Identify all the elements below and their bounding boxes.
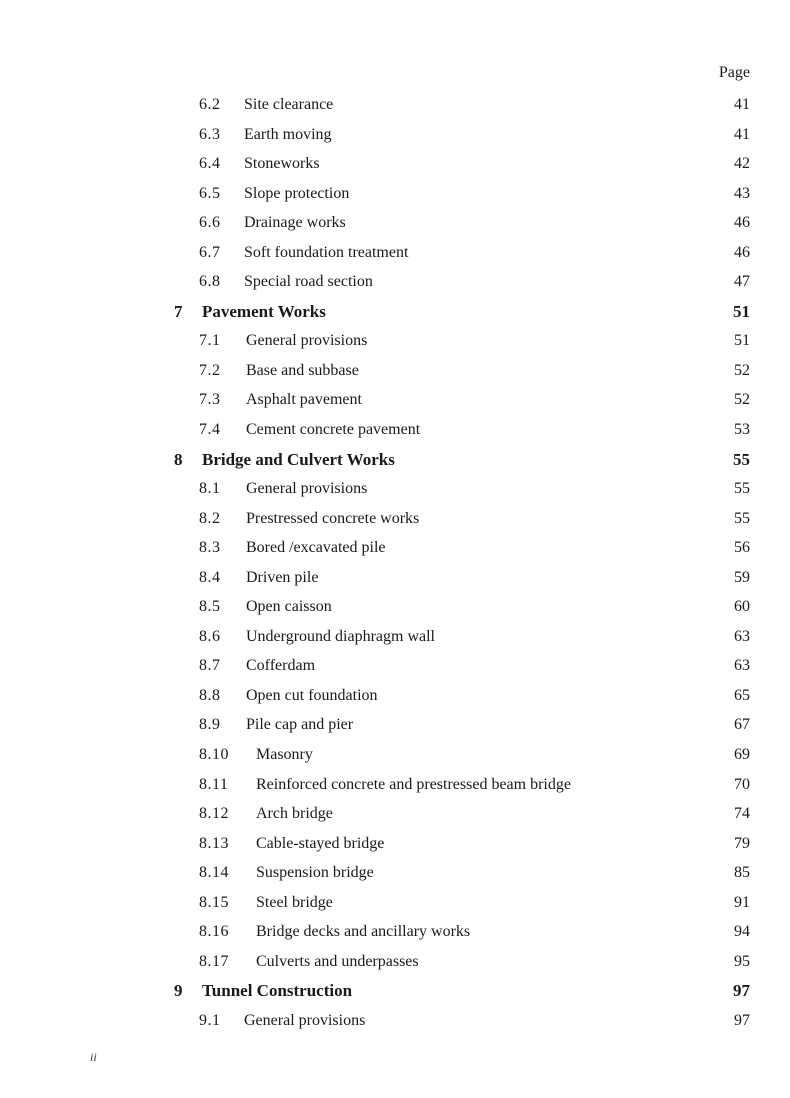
toc-entry-page: 59 xyxy=(734,568,750,586)
toc-section-entry[interactable] xyxy=(0,799,790,829)
toc-entry-title: Arch bridge xyxy=(256,805,333,823)
toc-entry-title: General provisions xyxy=(246,480,368,498)
toc-entry-page: 91 xyxy=(734,893,750,911)
toc-entry-number: 6.8 xyxy=(199,273,221,291)
toc-entry-page: 97 xyxy=(734,1011,750,1029)
toc-entry-page: 60 xyxy=(734,598,750,616)
toc-entry-title: Suspension bridge xyxy=(256,864,374,882)
toc-section-entry[interactable] xyxy=(0,326,790,356)
toc-entry-title: Asphalt pavement xyxy=(246,391,362,409)
toc-entry-title: Pavement Works xyxy=(202,301,326,321)
toc-entry-page: 85 xyxy=(734,864,750,882)
toc-entry-number: 8.17 xyxy=(199,952,229,970)
toc-section-entry[interactable] xyxy=(0,267,790,297)
toc-entry-number: 8.1 xyxy=(199,480,221,498)
toc-entry-title: Tunnel Construction xyxy=(202,981,353,1001)
toc-entry-page: 79 xyxy=(734,834,750,852)
toc-section-entry[interactable] xyxy=(0,710,790,740)
toc-entry-title: Site clearance xyxy=(244,96,334,113)
toc-entry-page: 69 xyxy=(734,746,750,764)
toc-entry-number: 9.1 xyxy=(199,1011,221,1029)
toc-section-entry[interactable] xyxy=(0,770,790,800)
toc-entry-page: 94 xyxy=(734,923,750,941)
toc-entry-page: 43 xyxy=(734,184,750,202)
toc-section-entry[interactable] xyxy=(0,681,790,711)
toc-section-entry[interactable] xyxy=(0,622,790,652)
toc-entry-page: 52 xyxy=(734,361,750,379)
toc-entry-title: Prestressed concrete works xyxy=(246,509,420,527)
toc-section-entry[interactable] xyxy=(0,149,790,179)
toc-entry-number: 8 xyxy=(174,449,183,469)
toc-entry-page: 51 xyxy=(733,301,750,321)
toc-section-entry[interactable] xyxy=(0,1006,790,1036)
toc-entry-number: 8.2 xyxy=(199,509,221,527)
toc-entry-number: 8.11 xyxy=(199,775,229,793)
toc-entry-page: 65 xyxy=(734,686,750,704)
toc-entry-page: 41 xyxy=(734,125,750,143)
toc-entry-title: Underground diaphragm wall xyxy=(246,627,435,645)
toc-section-entry[interactable] xyxy=(0,858,790,888)
toc-entry-number: 8.9 xyxy=(199,716,221,734)
toc-entry-number: 8.14 xyxy=(199,864,229,882)
toc-entry-title: Slope protection xyxy=(244,184,350,202)
toc-section-entry[interactable] xyxy=(0,208,790,238)
toc-entry-page: 67 xyxy=(734,716,750,734)
toc-entry-page: 51 xyxy=(734,332,750,350)
toc-section-entry[interactable] xyxy=(0,356,790,386)
toc-entry-page: 55 xyxy=(734,509,750,527)
toc-chapter-entry[interactable] xyxy=(0,297,790,327)
toc-entry-number: 8.7 xyxy=(199,657,221,675)
page-column-header: Page xyxy=(718,64,750,81)
toc-entry-number: 7.4 xyxy=(199,421,221,439)
toc-entry-title: Soft foundation treatment xyxy=(244,243,409,261)
toc-entry-page: 47 xyxy=(734,273,750,291)
toc-entry-number: 6.2 xyxy=(199,96,221,113)
toc-entry-page: 70 xyxy=(734,775,750,793)
toc-entry-page: 52 xyxy=(734,391,750,409)
toc-entry-title: Stoneworks xyxy=(244,155,320,173)
toc-entry-title: Earth moving xyxy=(244,125,332,143)
toc-section-entry[interactable] xyxy=(0,415,790,445)
toc-entry-number: 8.8 xyxy=(199,686,221,704)
toc-entry-number: 7.1 xyxy=(199,332,221,350)
toc-entry-title: Open cut foundation xyxy=(246,686,378,704)
toc-section-entry[interactable] xyxy=(0,504,790,534)
toc-entry-number: 8.10 xyxy=(199,746,229,764)
toc-entry-title: Steel bridge xyxy=(256,893,333,911)
toc-entry-number: 7.3 xyxy=(199,391,221,409)
toc-entry-page: 56 xyxy=(734,539,750,557)
toc-entry-number: 8.6 xyxy=(199,627,221,645)
toc-chapter-entry[interactable] xyxy=(0,976,790,1006)
toc-section-entry[interactable] xyxy=(0,533,790,563)
toc-entry-title: Masonry xyxy=(256,746,313,764)
toc-entry-number: 6.6 xyxy=(199,214,221,232)
toc-entry-title: Bridge decks and ancillary works xyxy=(256,923,471,941)
toc-entry-number: 8.13 xyxy=(199,834,229,852)
toc-entry-page: 97 xyxy=(733,981,750,1001)
toc-entry-page: 46 xyxy=(734,214,750,232)
toc-entry-title: Reinforced concrete and prestressed beam bridge xyxy=(256,775,571,793)
toc-entry-title: Bridge and Culvert Works xyxy=(202,449,395,469)
toc-entry-number: 6.3 xyxy=(199,125,221,143)
toc-entry-page: 41 xyxy=(734,96,750,113)
toc-section-entry[interactable] xyxy=(0,563,790,593)
toc-section-entry[interactable] xyxy=(0,179,790,209)
toc-entry-title: General provisions xyxy=(244,1011,366,1029)
toc-entry-number: 6.4 xyxy=(199,155,221,173)
toc-section-entry[interactable] xyxy=(0,385,790,415)
toc-entry-page: 63 xyxy=(734,657,750,675)
toc-entry-number: 8.5 xyxy=(199,598,221,616)
toc-entry-title: Driven pile xyxy=(246,568,319,586)
toc-chapter-entry[interactable] xyxy=(0,445,790,475)
toc-entry-title: Cofferdam xyxy=(246,657,316,675)
toc-entry-page: 42 xyxy=(734,155,750,173)
toc-section-entry[interactable] xyxy=(0,474,790,504)
toc-entry-title: Drainage works xyxy=(244,214,346,232)
toc-entry-title: Cable-stayed bridge xyxy=(256,834,385,852)
toc-section-entry[interactable] xyxy=(0,238,790,268)
toc-section-entry[interactable] xyxy=(0,651,790,681)
toc-entry-number: 6.5 xyxy=(199,184,221,202)
toc-entry-number: 8.4 xyxy=(199,568,221,586)
toc-entry-page: 46 xyxy=(734,243,750,261)
toc-section-entry[interactable] xyxy=(0,888,790,918)
toc-entry-number: 9 xyxy=(174,981,183,1001)
toc-entry-number: 6.7 xyxy=(199,243,221,261)
toc-entry-page: 63 xyxy=(734,627,750,645)
toc-entry-page: 74 xyxy=(734,805,750,823)
toc-entry-title: Open caisson xyxy=(246,598,332,616)
toc-entry-title: Culverts and underpasses xyxy=(256,952,419,970)
toc-entry-page: 53 xyxy=(734,421,750,439)
toc-entry-number: 7 xyxy=(174,301,183,321)
toc-entry-number: 8.3 xyxy=(199,539,221,557)
table-of-contents xyxy=(0,90,790,1036)
toc-entry-number: 8.15 xyxy=(199,893,229,911)
toc-entry-title: Bored /excavated pile xyxy=(246,539,386,557)
page-number: ii xyxy=(90,1050,97,1064)
toc-section-entry[interactable] xyxy=(0,90,790,120)
toc-section-entry[interactable] xyxy=(0,917,790,947)
toc-entry-title: Pile cap and pier xyxy=(246,716,354,734)
toc-entry-page: 95 xyxy=(734,952,750,970)
toc-entry-page: 55 xyxy=(733,449,750,469)
toc-section-entry[interactable] xyxy=(0,120,790,150)
toc-entry-number: 8.16 xyxy=(199,923,229,941)
toc-section-entry[interactable] xyxy=(0,592,790,622)
toc-entry-page: 55 xyxy=(734,480,750,498)
toc-entry-title: General provisions xyxy=(246,332,368,350)
toc-entry-title: Cement concrete pavement xyxy=(246,421,421,439)
toc-entry-number: 7.2 xyxy=(199,361,221,379)
toc-entry-number: 8.12 xyxy=(199,805,229,823)
toc-section-entry[interactable] xyxy=(0,947,790,977)
toc-entry-title: Base and subbase xyxy=(246,361,359,379)
toc-section-entry[interactable] xyxy=(0,829,790,859)
toc-section-entry[interactable] xyxy=(0,740,790,770)
toc-entry-title: Special road section xyxy=(244,273,373,291)
